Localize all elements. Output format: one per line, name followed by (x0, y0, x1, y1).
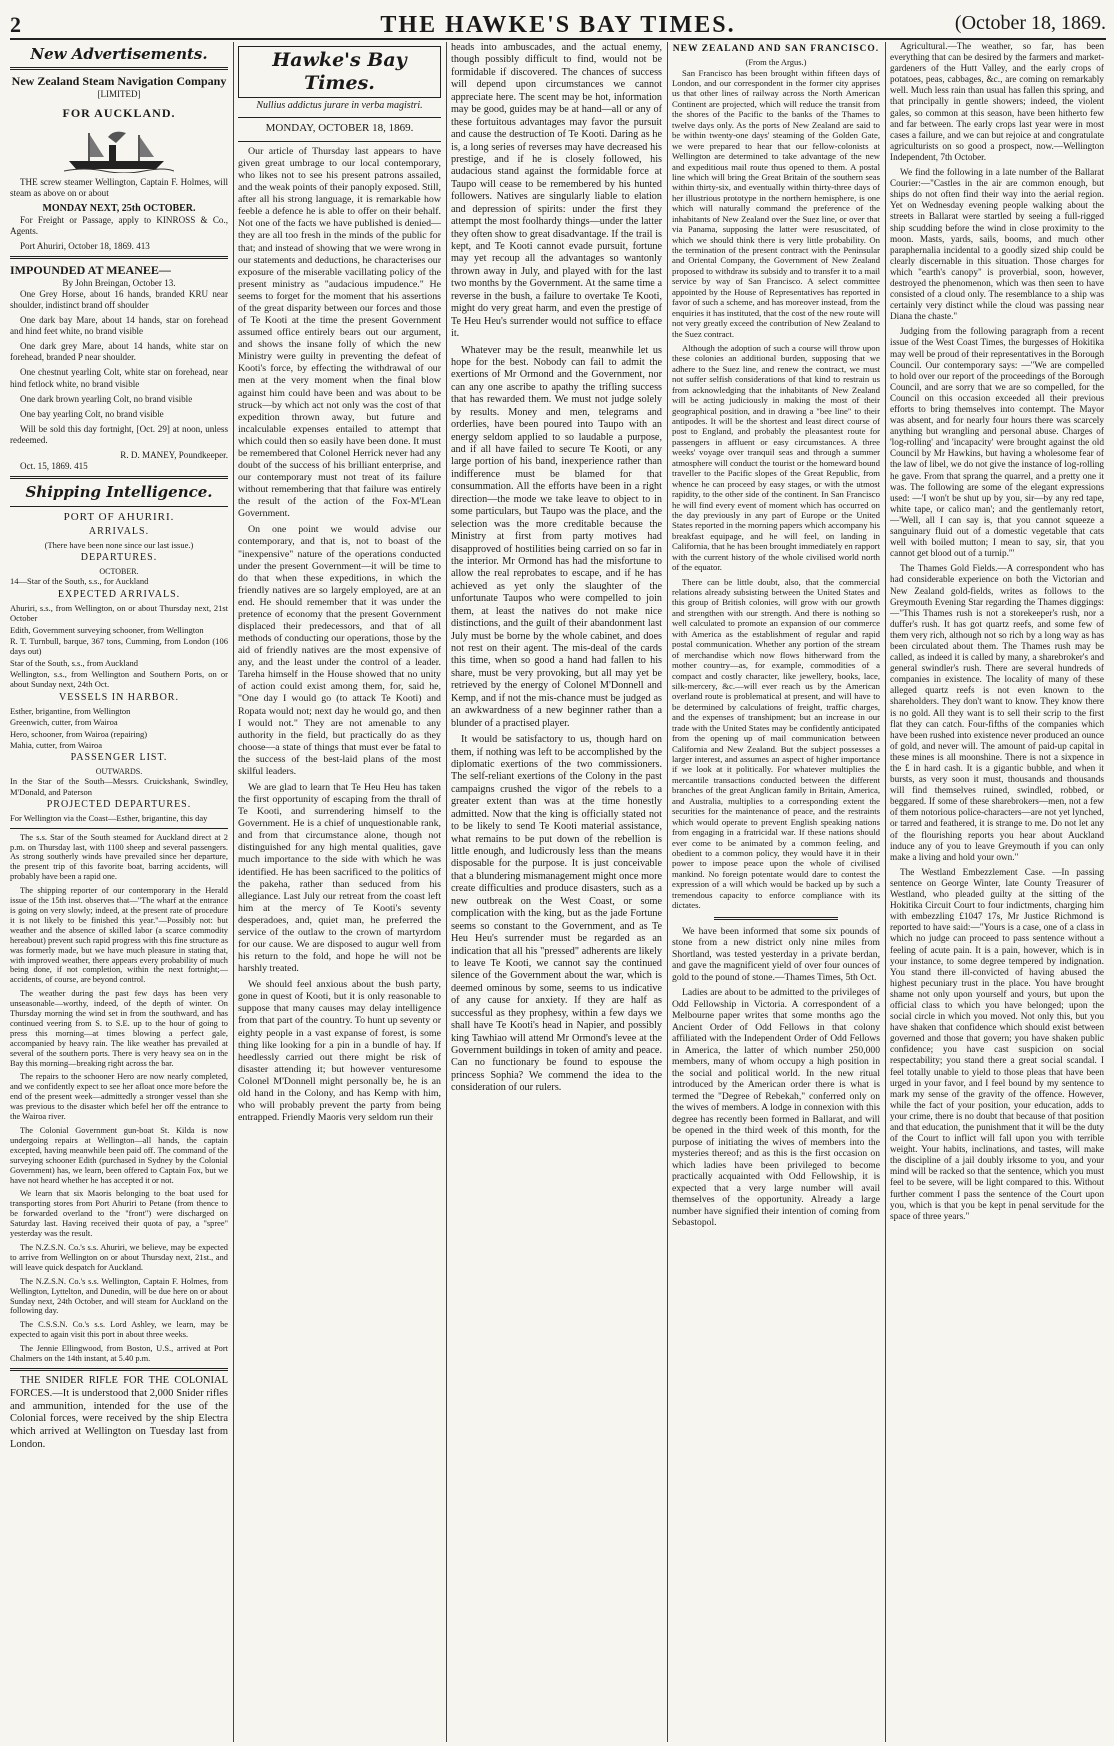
impounded-sale: Will be sold this day fortnight, [Oct. 29] at noon, unless redeemed. (10, 423, 228, 445)
departure-item: 14—Star of the South, s.s., for Auckland (10, 576, 149, 587)
shipping-note: The s.s. Star of the South steamed for Auckland direct at 2 p.m. on Thursday last, with 1100 sheep and several passengers. As strong southerly winds have prevailed since her departure, the present trip of this favorite boat, barring accidents, will probably have been a rapid one. (10, 832, 228, 882)
odd-fellows-article: Ladies are about to be admitted to the privileges of Odd Fellowship in Victoria. A correspondent of a Melbourne paper writes that some months ago the Ancient Order of Odd Fellows in that colony affiliated with the Independent Order of Odd Fellows in America, the latter of which number 250,000 members, many of whom occupy a high position in the social and political world. In the new ritual introduced by the American order there is what is termed the "Degree of Rebekah," conferred only on the wives of members. A lodge in connexion with this degree has recently been formed in Ballarat, and will be opened in the third week of this month, for the purpose of initiating the wives of members into the mysteries thereof; and as this is the first occasion on which ladies have been privileged to become practically acquainted with Odd Fellowship, it is expected that a very large number will avail themselves of the opportunity. Already a large number have signified their intention of coming from Sebastopol. (672, 987, 880, 1229)
column-news (890, 42, 1104, 1742)
page-number: 2 (10, 12, 21, 37)
column-rule (233, 42, 234, 1742)
sf-paragraph: There can be little doubt, also, that the commercial relations already subsisting between the United States and this group of British colonies, will grow with our growth and strengthen with our strength. And there is nothing so well calculated to promote an expansion of our commerce with America as the establishment of regular and rapid postal communication. Whether any portion of the stream of merchandise which now flows hitherward from the mother country—as, for example, commodities of a compact and costly character, like jewellery, books, lace, silk-mercery, &c.—will ever reach us by the American overland route is problematical at present, and will have to be determined by calculations of freight, traffic charges, and the expenses of transhipment; but an increase in our trade with the United States may be confidently anticipated from the opening up of mail communication between California and New Zealand. But the subject possesses a larger interest, and assumes an aspect of higher importance if we look at it politically. For whatever multiplies the mercantile transactions conducted between the different branches of the great Anglican family in Britain, America, and Australia, multiplies to a corresponding extent the securities for the maintenance of peace, and the restraints which would operate to prevent English speaking nations from engaging in a fratricidal war. If these nations should ever come to be animated by a common feeling, and obedient to a common policy, they would have it in their power to impose peace upon the whole of civilised mankind. No foreign potentate would dare to contest the expression of a will which would be backed up by such a tremendous capacity to enforce compliance with its dictates. (672, 576, 880, 911)
snider-rifle-article: THE SNIDER RIFLE FOR THE COLONIAL FORCES.—It is understood that 2,000 Snider rifles and ammunition, intended for the use of the Colonial forces, were received by the ship Electra which arrived at Wellington on Tuesday last from London. (10, 1374, 228, 1450)
column-editorial (238, 42, 441, 1742)
expected-label: EXPECTED ARRIVALS. (57, 588, 181, 600)
shipping-note: We learn that six Maoris belonging to the boat used for transporting stores from Port Ahuriri to Petane (from thence to be forwarded overland to the "front") were discharged on Saturday last. Having received their quota of pay, a "spree" yesterday was the result. (10, 1189, 228, 1239)
expected-item: Ahuriri, s.s., from Wellington, on or about Thursday next, 21st October (10, 602, 228, 624)
editorial-paragraph: We should feel anxious about the bush party, gone in quest of Kooti, but it is only reasonable to suppose that many causes may delay intelligence from that part of the country. To hunt up seventy or eighty people in a vast expanse of forest, is some thing like looking for a pin in a bundle of hay. If heedlessly carried out there might be risk of disaster attending it; but however venturesome Colonel M'Donnell might personally be, he is an old hand in the Colony, and has Kemp with him, who will probably prevent the party from being entrapped. Friendly Maoris very seldom run their (238, 979, 441, 1124)
sf-paragraph: San Francisco has been brought within fifteen days of London, and our correspondent in the former city apprises us that other lines of railway across the North American Continent are projected, which will reduce the transit from the shores of the Pacific to the banks of the Thames to twelve days only. As the ports of New Zealand are said to be within twenty-one days' steaming of the Golden Gate, we were prepared to hear that our fellow-colonists at Wellington are determined to take advantage of the new and expeditious mail route thus opened to them. A postal line which will bring the Great Britain of the southern seas within thirty-six, and eventually within thirty-three days of her illustrious prototype in the northern hemisphere, is one which will naturally command the preference of the inhabitants of New Zealand over the Suez line, or over that via Panama, supposing the latter were resuscitated, of which we should think there is very little probability. On the termination of the present contract with the Peninsular and Oriental Company, the Government of New Zealand proposed to withdraw its subsidy and to transfer it to a mail service by way of San Francisco. A select committee appointed by the House of Representatives has reported in favor of such a scheme, and has moreover instead, from the enquiries it has instituted, that the cost of the new route will not very greatly exceed the contribution of New Zealand to the Suez contract. (672, 67, 880, 339)
editorial-paragraph: We are glad to learn that Te Heu Heu has taken the first opportunity of escaping from the thrall of Te Kooti, and surrendering himself to the Government. He is a chief of unquestionable rank, and from that circumstance alone, though not distinguished for any high mental qualities, gave much importance to the side with which he was identified. He has been sacrificed to the politics of the pakeha, rather than seduced from his allegiance. Last July our retreat from the coast left him at the mercy of Te Kooti's seventy desperadoes, and, quiet man, he preferred the service of the outlaw to the crown of martyrdom for our cause. We are disposed to augur well from his return to the fold, and hope he will not be harshly treated. (238, 782, 441, 975)
impounded-item: One chestnut yearling Colt, white star on forehead, near hind fetlock white, no brand visible (10, 367, 228, 389)
passenger-item: In the Star of the South—Messrs. Cruickshank, Swindley, M'Donald, and Paterson (10, 776, 228, 797)
impounded-heading: IMPOUNDED AT MEANEE— (10, 263, 171, 278)
nz-company-name: New Zealand Steam Navigation Company (11, 74, 227, 89)
san-francisco-heading: NEW ZEALAND AND SAN FRANCISCO. (672, 44, 880, 54)
harbor-item: Esther, brigantine, from Wellington (10, 706, 131, 716)
news-paragraph: Judging from the following paragraph from a recent issue of the West Coast Times, the burgesses of Hokitika may well be proud of their representatives in the Borough Council. Our contemporary says: —"We are compelled to hold over our report of the proceedings of the Borough Council, and are sorry that we are so compelled, for the Council on this occasion exceeded all their previous efforts to bring themselves into contempt. The Mayor was absent, and for nearly four hours there was scarcely anything but wrangling and personal abuse. Charges of 'log-rolling' and 'incapacity' were brought against the old Council by Mr Hawkins, but having a wholesome fear of the law of libel, we do not give the instance of log-rolling he gave. From that sprang the quarrel, and a pretty one it was. The following are some of the elegant expressions used: —'I won't be shut up by you, sir—by any red tape, white tape, or calico man'; and the gentlemanly retort,—'Well, all I can say is, that you cannot squeeze a sanguinary fluid out of a domestic vegetable that cats well with boiled mutton; I mean to say, sir, that you cannot get blood out of a turnip.'" (890, 327, 1104, 560)
harbor-item: Greenwich, cutter, from Wairoa (10, 717, 118, 728)
column-editorial-continued (451, 42, 662, 1742)
departures-label: DEPARTURES. (80, 552, 158, 564)
harbor-item: Hero, schooner, from Wairoa (repairing) (10, 728, 148, 739)
port-heading: PORT OF AHURIRI. (63, 510, 175, 523)
limited-label: [LIMITED] (97, 88, 141, 99)
editorial-paragraph: Whatever may be the result, meanwhile let us hope for the best. Nobody can fail to admit the exertions of Mr Ormond and the Government, nor can any one ascribe to apathy the trifling success that has rewarded them. We must not judge solely by results. Money and men, telegrams and orderlies, have been poured into Taupo with an energy seldom applied to so laudable a purpose, and if all have failed to secure Te Kooti, or any large portion of his band, inexperience rather than indifference must be blamed for that consummation. All the efforts have been in a right direction—the mode we take leave to object to in some particulars, but Taupo was the place, and the selection was the more creditable because the Ministry at first from party motives had disapproved of hostilities being carried on so far in the interior. Mr Ormond has had the misfortune to allow the real reprobates to escape, and if he has achieved as yet only the slaughter of the unfortunate Taupos who were compelled to join them, at least the natives do not make nice distinctions, and the guilt of their abandonment last July must be borne by the whole cabinet, and does not rest on their agent. The mis-deal of the cards this time, when so good a hand had fallen to his share, must be very provoking, but all may yet be retrieved by the energy of Colonel M'Donnell and Kemp, and if not the mis-chance must be judged as an awkwardness of a new beginner rather than a blunder of a practised player. (451, 344, 662, 729)
steamer-illustration (64, 127, 174, 173)
for-auckland-heading: FOR AUCKLAND. (62, 105, 176, 120)
arrivals-label: ARRIVALS. (88, 525, 150, 537)
impounded-by: By John Breingan, October 13. (62, 277, 176, 288)
steamer-ad-text: THE screw steamer Wellington, Captain F. Holmes, will steam as above on or about (10, 176, 228, 198)
projected-label: PROJECTED DEPARTURES. (46, 799, 192, 811)
editorial-motto: Nullius addictus jurare in verba magistri. (256, 100, 423, 112)
masthead (10, 8, 1106, 40)
column-advertisements (10, 42, 228, 1742)
column-rule (885, 42, 886, 1742)
news-paragraph: We find the following in a late number of the Ballarat Courier:—"Castles in the air are common enough, but ships do not often find their way into the aerial region. Yet on Wednesday evening people walking about the streets in Ballarat were startled by seeing a full-rigged ship scudding before the wind in close proximity to the moon. Masts, yards, sails, booms, and much other paraphernalia incidental to a goodly sized ship could be clearly discernable in this situation. Those charges for which "earth's canopy" is proverbial, soon, however, destroyed the phenomenon, which was then seen to have consisted of a cloud only. The resemblance to a ship was certainly very distinct while the cloud was passing near Diana the chaste." (890, 168, 1104, 323)
shipping-note: The C.S.S.N. Co.'s s.s. Lord Ashley, we learn, may be expected to again visit this port in about three weeks. (10, 1320, 228, 1340)
impounded-item: One dark bay Mare, about 14 hands, star on forehead and hind feet white, no brand visible (10, 315, 228, 337)
harbor-label: VESSELS IN HARBOR. (59, 691, 179, 703)
poundkeeper: R. D. MANEY, Poundkeeper. (120, 450, 228, 461)
impounded-item: One bay yearling Colt, no brand visible (20, 408, 164, 419)
argus-source: (From the Argus.) (745, 57, 807, 68)
stone-test-article: We have been informed that some six pounds of stone from a new district only nine miles from Shortland, was tested yesterday in a private berdan, and gave the magnificent yield of over four ounces of gold to the pound of stone.—Thames Times, 5th Oct. (672, 925, 880, 983)
issue-date: (October 18, 1869. (954, 12, 1106, 34)
column-rule (446, 42, 447, 1742)
expected-item: R. T. Turnbull, barque, 367 tons, Cumming, from London (106 days out) (10, 636, 228, 657)
expected-item: Star of the South, s.s., from Auckland (10, 657, 138, 668)
impounded-item: One Grey Horse, about 16 hands, branded KRU near shoulder, indistinct brand off shoulder (10, 288, 228, 310)
shipping-note: The Jennie Ellingwood, from Boston, U.S., arrived at Port Chalmers on the 14th instant, at 5.40 p.m. (10, 1344, 228, 1364)
departures-month: OCTOBER. (99, 566, 139, 576)
shipping-note: The N.Z.S.N. Co.'s s.s. Ahuriri, we believe, may be expected to arrive from Wellington on or about Thursday next, 21st., and will leave quick despatch for Auckland. (10, 1242, 228, 1272)
shipping-note: The N.Z.S.N. Co.'s s.s. Wellington, Captain F. Holmes, from Wellington, Lyttelton, and Dunedin, will be due here on or about Sunday next, 24th October, and will steam for Auckland on the following day. (10, 1276, 228, 1316)
editorial-masthead: Hawke's Bay Times. (238, 46, 441, 98)
port-date: Port Ahuriri, October 18, 1869. 413 (20, 241, 150, 252)
pound-date: Oct. 15, 1869. 415 (20, 461, 88, 472)
arrivals-note: (There have been none since our last issue.) (44, 540, 194, 551)
harbor-item: Mahia, cutter, from Wairoa (10, 740, 103, 751)
impounded-item: One dark brown yearling Colt, no brand visible (20, 393, 193, 404)
expected-item: Wellington, s.s., from Wellington and Southern Ports, on or about Sunday next, 24th Oct. (10, 669, 228, 690)
editorial-paragraph: It would be satisfactory to us, though hard on them, if nothing was left to be accomplished by the diplomatic exertions of the two commissioners. The self-reliant exertions of the Colony in the past campaigns crushed the vigor of the rebels to a greater extent than was at the time honestly admitted. Now that the king is officially stated not to be likely to send Te Kooti material assistance, what remains to be put down of the rebellion is little enough, and ludicrously less than the means disposable for the purpose. It is just conceivable that a blundering mismanagement might once more create difficulties and produce disasters, such as a new outbreak on the West Coast, or some complication with the king, but as the jade Fortune seems so constant to the Government, and as Te Heu Heu's surrender must be regarded as an indication that all his "pressed" adherents are likely to leave Te Kooti, we cannot say the continued silence of the Government about the war, which is deemed ominous by some, seems to us indicative of any cause for anxiety. If they are half as successful as they prophesy, within a few days we shall have Te Kooti's head in Napier, and possibly king Tawhiao will attend Mr Ormond's levee at the Government buildings in token of amity and peace. Can no functionary be found to espouse the princess Sophia? We commend the idea to the consideration of our rulers. (451, 734, 662, 1094)
editorial-paragraph: Our article of Thursday last appears to have given great umbrage to our local contemporary, who likes not to see his present patrons assailed, and the weak points of their panoply exposed. Still, after all his strong language, it is remarkable how feeble a defence he is able to offer on their behalf. Not one of the facts we have published is denied—they are all too fresh in the minds of the public for that; and instead of showing that we were wrong in our statements and deductions, he characterises our exposure of the miserable vacillating policy of the present ministry as "audacious impudence." He seems to forget for the moment that his assertions of the great disparity between our forces and those of Te Kooti at the time the present Government assumed office entirely bears out our argument, and shows the insane folly of which the new Ministry were guilty in preventing the defeat of Kooti's force, by effecting the withdrawal of our men at the very moment when the final blow against him could have been and was about to be struck—by which act not only was the cost of that expedition thrown away, but future and incalculable expenses entailed to attempt that which could then so easily have been done. It must be remembered that Colonel Herrick never had any doubt of the success of his brilliant enterprise, and our contemporary must not treat of its failure without remembering that that failure was entirely the result of the action of the Fox-M'Lean Government. (238, 145, 441, 520)
shipping-note: The weather during the past few days has been very unseasonable—worthy, indeed, of the depth of winter. On Thursday morning the wind set in from the southward, and has continued veering from S. to S.E. up to the hour of going to press this morning—at times blowing a perfect gale, accompanied by heavy rain. The like weather has prevailed at several of the southern ports. There is very heavy sea on in the Bay this morning—breaking right across the bar. (10, 989, 228, 1068)
editorial-paragraph: heads into ambuscades, and the actual enemy, though possibly difficult to find, would not be formidable if discovered. The chances of success will depend upon circumstances we cannot appreciate here. The scent may be hot, information may be good, guides may be at hand—all or any of these fortuitous advantages may favor the pursuit and cause the destruction of Te Kooti. Daring as he is, a long series of reverses may have decreased his prestige, and if he is closely followed, his audacious stand against the formidable force at Taupo will cease to be remembered by his hunted followers. Natives are singularly liable to elation and depression of spirits: under the first they attempt the most foolhardy things—under the latter they often show to great disadvantage. If the trail is kept, and Te Kooti cannot evade pursuit, fortune may yet recoup all the advantages so wantonly thrown away in July, and played with for the last two months by the Government. At the same time a reverse in the bush, a failure to overtake Te Kooti, might do very great harm, and even the prestige of Te Heu Heu's surrender would not suffice to efface it. (451, 42, 662, 340)
shipping-note: The shipping reporter of our contemporary in the Herald issue of the 15th inst. observes that—"The wharf at the entrance is going on very slowly; indeed, at the present rate of procedure it is not likely to be finished this year."—Possibly not: but weather and the absence of skilled labor (a scarce commodity hereabout) prevent such rapid progress with this fine structure as was formerly made, but we have much pleasure in stating that, with improved weather, there appears every probability of much being done, if not completion, within the next fortnight;—accidents, of course, are beyond control. (10, 886, 228, 985)
editorial-date: MONDAY, OCTOBER 18, 1869. (265, 121, 414, 134)
shipping-heading: Shipping Intelligence. (25, 483, 213, 502)
news-paragraph: The Westland Embezzlement Case. —In passing sentence on George Winter, late County Treasurer of Westland, who pleaded guilty at the sitting of the Hokitika Circuit Court to four indictments, charging him with embezzling £1047 17s, Mr Justice Richmond is reported to have said:—"Yours is a case, one of a class in which no judge can proceed to pass sentence without a feeling of acute pain. It is a pain, however, which is in your instance, to some degree tempered by indignation. You stand there ill-convicted of having abused the highest pecuniary trust in the place. You have brought shame not only upon yourself and yours, but upon the official class to which you have belonged; upon the social circle in which you moved. Not only this, but you have shaken that confidence which should exist between governed and those that govern; you have shaken public confidence; you have cast suspicion on social respectability; you stand there a great social scandal. I feel totally unable to yield to those pleas that have been urged in your favor, and I feel bound by my sentence to mark my sense of the gravity of the offence. However, while the fact of your position, your education, adds to your crime, there is no doubt that because of that position and that education, the punishment that it will be the duty of the Court to inflict will fall upon you with terrible weight. Your habits, inclinations, and tastes, will make the discipline of a jail doubly irksome to you, and your mind will be racked so that the sentence, which you must feel to be severe, will be light compared to this. Without further comment I pass the sentence of the Court upon you, which is that you be kept in penal servitude for the space of three years." (890, 867, 1104, 1222)
projected-item: For Wellington via the Coast—Esther, brigantine, this day (10, 813, 208, 824)
expected-item: Edith, Government surveying schooner, from Wellington (10, 624, 204, 635)
sf-paragraph: Although the adoption of such a course will throw upon these colonies an additional burden, supposing that we adhere to the Suez line, and renew the contract, we must not suffer selfish considerations of that kind to restrain us from acknowledging that the inhabitants of New Zealand will be acting judiciously in making the most of their geographical position, and in drawing a "bee line" to their antipodes. It will be the shortest and least direct course of post to England, and probably the pleasantest route for passengers in affluent or easy circumstances. A three weeks' voyage over tranquil seas and through a summer atmosphere will conduct the tourist or the homeward bound traveller to the Pacific slopes of the Great Republic, from whence he can proceed by easy stages, or with the utmost rapidity, to the other side of the continent. In San Francisco he will find every event of moment which has occurred on the day previously in any part of Europe or the United States reported in the morning papers which accompany his breakfast equipage, and he will feel, on landing in California, that he has been brought immediately en rapport with the current history of the whole civilised world north of the equator. (672, 342, 880, 573)
news-paragraph: Agricultural.—The weather, so far, has been everything that can be desired by the farmers and market-gardeners of the Hutt Valley, and the early crops of potatoes, peas, cabbages, &c., are coming on remarkably well. Much less rain than usual has fallen this spring, and that principally in gentle showers; indeed, the violent gales, so common at this season, have been hitherto few and far between. The early crops last year were in most cases a failure, and we can but rejoice at and congratulate agriculturists on so good a prospect, now.—Wellington Independent, 7th October. (890, 42, 1104, 163)
outwards-label: OUTWARDS. (95, 766, 143, 776)
shipping-note: The repairs to the schooner Hero are now nearly completed, and we confidently expect to see her afloat once more before the end of the present week—admittedly a stronger vessel than she was previous to the disaster which befel her off the entrance to the Wairoa river. (10, 1072, 228, 1122)
freight-text: For Freight or Passage, apply to KINROSS & Co., Agents. (10, 214, 228, 236)
passenger-label: PASSENGER LIST. (70, 752, 168, 764)
column-san-francisco (672, 42, 880, 1742)
editorial-paragraph: On one point we would advise our contemporary, and that is, not to boast of the "inexpensive" nature of the operations conducted under the present Government—it will be time to do that when these expeditions, in which the friendly natives are so largely employed, are at an end. He should remember that it was under the pretence of economy that the present Government displaced their predecessors, and that of all methods of conducting our operations, those by the aid of friendly natives are the most expensive of any, and the least under the control of a leader. Tareha himself in the House showed that no unity of action could exist among them, for, said he, "One day I would go (to attack Te Kooti) and Ropata would not; next day he would go, and then I would not." They are not amenable to any authority in the field, but practically do as they choose—a state of things that must ever be fatal to the success of the best-laid plans of the most skilful leaders. (238, 524, 441, 777)
impounded-item: One dark grey Mare, about 14 hands, white star on forehead, branded P near shoulder. (10, 341, 228, 363)
news-paragraph: The Thames Gold Fields.—A correspondent who has had considerable experience on both the Victorian and New Zealand gold-fields, writes as follows to the Greymouth Evening Star regarding the Thames diggings:—"This Thames rush is not a storekeeper's rush, nor a duffer's rush. It has got quartz reefs, and some few of them very rich, although not so rich by a long way as has been circulated about them. The Thames rush may be called, as indeed it is called by many, a sharebroker's and general swindler's rush. There are several hundreds of companies in existence. The locality of many of these alleged quartz reefs is not even known to the shareholders. They don't want to know. They know there is no gold. All they want is to sell their scrip to the first flat they can catch. Four-fifths of the companies which have been rushed into existence never produced an ounce of gold, and never will. The amount of paid-up capital in these mines is all moonshine. There is not a sixpence in the £ in hard cash. It is a gigantic bubble, and when it bursts, as very soon it must, thousands and thousands will find themselves ruined, swindled, robbed, or beggared. If some of these sharebrokers—men, not a few of them notorious police-characters—are not yet lynched, or tarred and feathered, it is strange to me. Do not let any of the flourishing reports you hear about Auckland induce any of you to leave Greymouth if you can only make a living and hold your own." (890, 564, 1104, 863)
paper-name: THE HAWKE'S BAY TIMES. (380, 12, 736, 38)
sailing-date: MONDAY NEXT, 25th OCTOBER. (42, 202, 196, 214)
column-rule (667, 42, 668, 1742)
section-title-advertisements: New Advertisements. (30, 45, 208, 63)
shipping-note: The Colonial Government gun-boat St. Kilda is now undergoing repairs at Wellington—all hands, the captain excepted, having meanwhile been paid off. The command of the surveying schooner Edith (purchased in Sydney by the Colonial Government) has, we learn, been offered to Captain Fox, but we have not heard whether he has accepted it or not. (10, 1126, 228, 1185)
